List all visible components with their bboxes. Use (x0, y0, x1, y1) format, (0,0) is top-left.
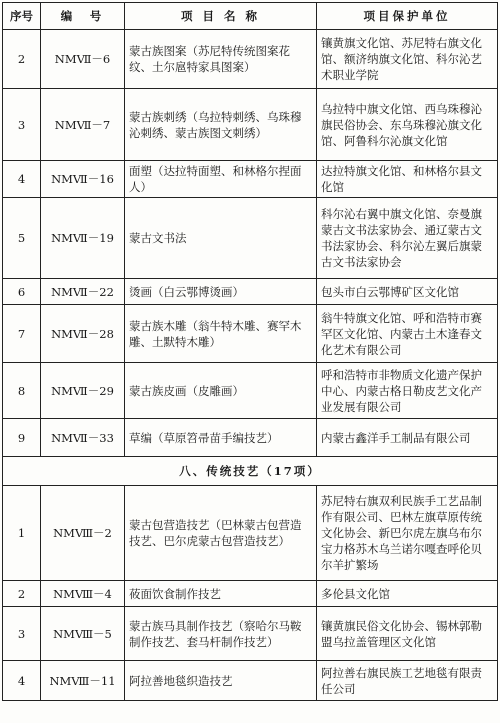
row-unit: 翁牛特旗文化馆、呼和浩特市赛罕区文化馆、内蒙古土木逢春文化艺术有限公司 (317, 305, 498, 363)
row-no: 9 (3, 419, 41, 457)
header-name: 项 目 名 称 (125, 3, 317, 30)
row-name: 蒙古族木雕（翁牛特木雕、赛罕木雕、土默特木雕） (125, 305, 317, 363)
row-name: 蒙古文书法 (125, 198, 317, 279)
row-unit: 包头市白云鄂博矿区文化馆 (317, 279, 498, 305)
table-row (3, 198, 498, 279)
table-row (3, 279, 498, 305)
row-no: 4 (3, 661, 41, 701)
row-name: 草编（草原笤帚苗手编技艺） (125, 419, 317, 457)
row-code: NMⅦ－28 (41, 305, 125, 363)
table-row (3, 581, 498, 607)
row-name: 蒙古包营造技艺（巴林蒙古包营造技艺、巴尔虎蒙古包营造技艺） (125, 486, 317, 581)
section-row (3, 457, 498, 486)
row-name: 面塑（达拉特面塑、和林格尔捏面人） (125, 161, 317, 198)
table-row (3, 363, 498, 419)
row-code: NMⅦ－19 (41, 198, 125, 279)
table-row (3, 607, 498, 661)
row-no: 7 (3, 305, 41, 363)
row-unit: 苏尼特右旗双利民族手工艺品制作有限公司、巴林左旗草原传统文化协会、新巴尔虎左旗乌布尔宝力格苏木乌兰诺尔嘎查呼伦贝尔羊扩繁场 (317, 486, 498, 581)
row-no: 2 (3, 581, 41, 607)
row-code: NMⅦ－22 (41, 279, 125, 305)
row-code: NMⅧ－11 (41, 661, 125, 701)
table-row (3, 661, 498, 701)
row-name: 蒙古族马具制作技艺（察哈尔马鞍制作技艺、套马杆制作技艺） (125, 607, 317, 661)
row-no: 3 (3, 89, 41, 161)
table-row (3, 161, 498, 198)
row-code: NMⅦ－6 (41, 30, 125, 89)
row-name: 蒙古族图案（苏尼特传统图案花纹、土尔扈特家具图案） (125, 30, 317, 89)
row-name: 烫画（白云鄂博烫画） (125, 279, 317, 305)
row-no: 3 (3, 607, 41, 661)
row-name: 莜面饮食制作技艺 (125, 581, 317, 607)
table-row (3, 30, 498, 89)
row-no: 1 (3, 486, 41, 581)
row-unit: 乌拉特中旗文化馆、西乌珠穆沁旗民俗协会、东乌珠穆沁旗文化馆、阿鲁科尔沁旗文化馆 (317, 89, 498, 161)
row-no: 6 (3, 279, 41, 305)
row-unit: 阿拉善右旗民族工艺地毯有限责任公司 (317, 661, 498, 701)
row-unit: 达拉特旗文化馆、和林格尔县文化馆 (317, 161, 498, 198)
table-row (3, 305, 498, 363)
row-code: NMⅧ－4 (41, 581, 125, 607)
heritage-table (2, 2, 498, 701)
row-unit: 镶黄旗文化馆、苏尼特右旗文化馆、额济纳旗文化馆、科尔沁艺术职业学院 (317, 30, 498, 89)
row-unit: 多伦县文化馆 (317, 581, 498, 607)
row-name: 蒙古族皮画（皮雕画） (125, 363, 317, 419)
row-code: NMⅧ－2 (41, 486, 125, 581)
row-unit: 科尔沁右翼中旗文化馆、奈曼旗蒙古文书法家协会、通辽蒙古文书法家协会、科尔沁左翼后旗蒙古文书法家协会 (317, 198, 498, 279)
header-no: 序号 (3, 3, 41, 30)
row-code: NMⅦ－33 (41, 419, 125, 457)
row-unit: 镶黄旗民俗文化协会、锡林郭勒盟乌拉盖管理区文化馆 (317, 607, 498, 661)
row-no: 4 (3, 161, 41, 198)
row-code: NMⅦ－16 (41, 161, 125, 198)
table-row (3, 486, 498, 581)
section-title: 八、传统技艺（17项） (3, 457, 498, 486)
table-header-row (3, 3, 498, 30)
row-no: 2 (3, 30, 41, 89)
row-no: 5 (3, 198, 41, 279)
table-body-top (3, 30, 498, 457)
row-no: 8 (3, 363, 41, 419)
row-code: NMⅧ－5 (41, 607, 125, 661)
row-code: NMⅦ－7 (41, 89, 125, 161)
section-row-group (3, 457, 498, 486)
row-unit: 内蒙古鑫洋手工制品有限公司 (317, 419, 498, 457)
header-unit: 项目保护单位 (317, 3, 498, 30)
row-code: NMⅦ－29 (41, 363, 125, 419)
table-body-bottom (3, 486, 498, 701)
row-name: 蒙古族刺绣（乌拉特刺绣、乌珠穆沁刺绣、蒙古族图文刺绣） (125, 89, 317, 161)
row-name: 阿拉善地毯织造技艺 (125, 661, 317, 701)
table-row (3, 419, 498, 457)
header-code: 编 号 (41, 3, 125, 30)
table-row (3, 89, 498, 161)
row-unit: 呼和浩特市非物质文化遗产保护中心、内蒙古格日勒皮艺文化产业发展有限公司 (317, 363, 498, 419)
